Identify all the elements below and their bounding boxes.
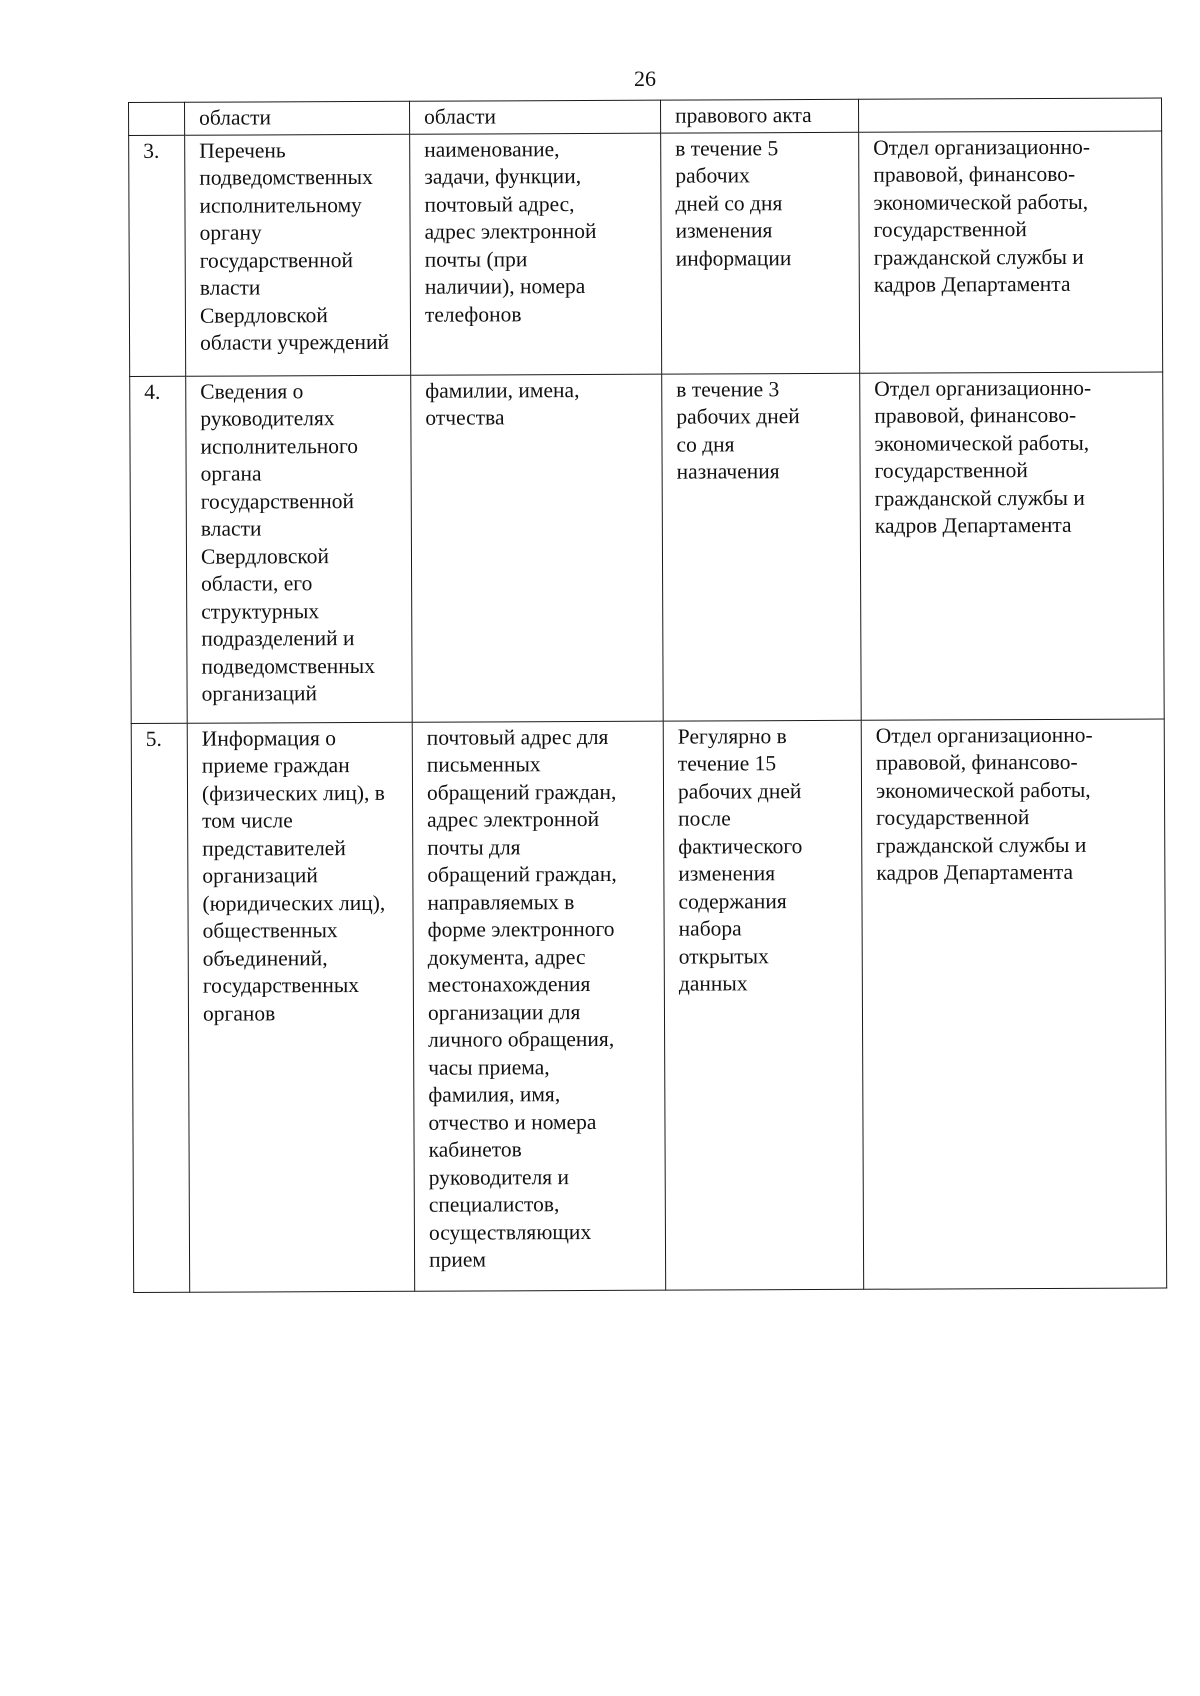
- deadline-cell: Регулярно в течение 15 рабочих дней после фактического изменения содержания набора открытых данных: [663, 720, 863, 1290]
- page-number: 26: [634, 66, 656, 91]
- responsible-cell: Отдел организационно- правовой, финансово- экономической работы, государственной гражданской службы и кадров Департамента: [861, 718, 1166, 1288]
- responsible-cell: Отдел организационно- правовой, финансово- экономической работы, государственной гражданской службы и кадров Департамента: [859, 130, 1163, 372]
- information-table: [128, 97, 1167, 1292]
- responsible-cell: Отдел организационно- правовой, финансово- экономической работы, государственной гражданской службы и кадров Департамента: [860, 371, 1165, 719]
- content-cell: наименование, задачи, функции, почтовый адрес, адрес электронной почты (при наличии), номера телефонов: [410, 133, 662, 375]
- table-cell: области: [185, 101, 410, 134]
- row-number: 5.: [131, 723, 189, 1292]
- table-cell: [858, 98, 1161, 132]
- table-cell: области: [409, 100, 660, 134]
- row-number: 3.: [129, 135, 186, 376]
- deadline-cell: в течение 5 рабочих дней со дня изменения информации: [661, 132, 860, 374]
- deadline-cell: в течение 3 рабочих дней со дня назначения: [662, 373, 862, 721]
- table-cell: правового акта: [660, 99, 858, 132]
- item-name-cell: Перечень подведомственных исполнительному органу государственной власти Свердловской области учреждений: [185, 134, 411, 376]
- content-cell: фамилии, имена, отчества: [411, 374, 664, 722]
- item-name-cell: Информация о приеме граждан (физических лиц), в том числе представителей организаций (юридических лиц), общественных объединений, государственных органов: [187, 722, 414, 1292]
- table-row: [129, 130, 1163, 376]
- table-row: [131, 718, 1166, 1292]
- item-name-cell: Сведения о руководителях исполнительного органа государственной власти Свердловской области, его структурных подразделений и подведомственных организаций: [186, 375, 413, 723]
- row-number: 4.: [130, 376, 188, 723]
- table-row: [130, 371, 1165, 723]
- table-continuation-row: [129, 98, 1162, 135]
- content-cell: почтовый адрес для письменных обращений граждан, адрес электронной почты для обращений граждан, направляемых в форме электронного документа, адрес местонахождения организации для личного обращения, часы приема, фамилия, имя, отчество и номера кабинетов руководителя и специалистов, осуществляющих прием: [412, 721, 665, 1291]
- table-cell: [129, 102, 185, 135]
